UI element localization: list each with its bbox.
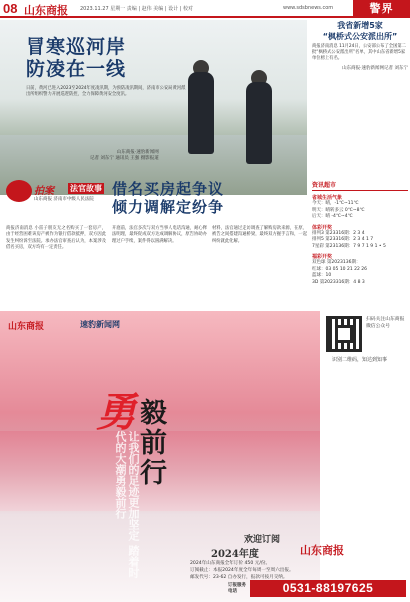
lead-credit <box>90 150 159 162</box>
right-headline-line: 我省新增5家 <box>337 21 383 30</box>
phone-number[interactable]: 0531-88197625 <box>250 580 406 597</box>
story-column: 商报济南消息 小雷子朋友无之名购买了一套房产，由于经营困难该房产被作为银行借款抵押，双方因此发生纠纷诉至法院。承办法官审查后认为，本案涉及借名买房，双方均有一定责任。 <box>6 226 106 250</box>
qr-text: 扫码关注山东商报微信公众号 <box>366 317 405 329</box>
phone-label: 订报服务电话 <box>228 583 246 594</box>
ad-logo-site: 速豹新闻网 <box>80 320 120 329</box>
weather-line: 今天：晴，-1℃~11℃ <box>312 201 359 206</box>
lead-headline <box>26 36 126 80</box>
second-headline-line: 借名买房起争议 <box>112 180 225 198</box>
lottery-line: 红球：03 05 10 21 22 26 <box>312 266 368 272</box>
lead-headline-line: 防凌在一线 <box>26 58 127 80</box>
credit-line: 山东商报·速豹新闻网 <box>116 150 159 155</box>
paper-name: 山东商报 <box>24 4 68 17</box>
right-headline <box>312 20 408 42</box>
gavel-icon <box>6 180 32 202</box>
credit-line: 记者 刘东宁 通讯员 王强 摄影报道 <box>90 156 159 161</box>
lottery-line: 排列3 第23316期：2 3 4 <box>312 230 365 236</box>
qr-code[interactable] <box>326 316 362 352</box>
weather-line: 明天：晴转多云 0℃~8℃ <box>312 207 365 213</box>
lottery-line: 排列5 第23316期：2 3 4 1 7 <box>312 237 374 242</box>
lottery-line: 7星彩 第23136期：7 9 7 1 9 1 • 5 <box>312 243 386 249</box>
law-brand: 拍案 <box>34 186 54 197</box>
ad-slogan: 毅前行 <box>140 398 167 489</box>
story-column: 开庭前，法官多次与双方当事人电话沟通，耐心释法明理，最终促成双方达成调解协议，原告协助办理过户手续，案件得以圆满解决。 <box>112 226 207 244</box>
dateline: 2023.11.27 星期一 责编 | 赵伟 美编 | 设计 | 校对 <box>80 6 193 12</box>
law-column-logo <box>6 180 106 208</box>
weather-line: 后天：晴 -4℃~4℃ <box>312 214 353 219</box>
ad-big-char: 勇 <box>96 389 136 436</box>
subscribe-line: 订阅截止：本报2024年度全年每周一至周六出报。 <box>190 568 294 573</box>
subscription-ad <box>0 311 320 602</box>
right-body: 商报济南消息 11月24日，公安部公布了全国第二批“枫桥式公安派出所”名单，其中山东省新增5家单位榜上有名。 <box>312 44 406 62</box>
right-story <box>312 20 408 71</box>
subscribe-brand: 山东商报 <box>300 544 344 557</box>
police-officer <box>188 72 214 154</box>
right-credit: 山东商报·速豹新闻网记者 刘东宁 <box>342 65 408 71</box>
law-subtitle: 山东商报 济南市中级人民法院 <box>34 197 94 202</box>
section-tab: 警界 <box>353 0 410 18</box>
right-headline-line: “枫桥式公安派出所” <box>322 32 398 41</box>
subscribe-title: 欢迎订阅 <box>244 535 281 545</box>
ad-logo-paper: 山东商报 <box>8 322 45 332</box>
website: www.sdsbnews.com <box>283 5 334 11</box>
page-number: 08 <box>3 1 18 16</box>
second-headline <box>112 180 224 216</box>
lottery-line: 蓝球：10 <box>312 273 332 278</box>
lottery-line: 双色球 第2023136期： <box>312 260 361 265</box>
lottery-label: 体彩开奖 <box>312 224 333 231</box>
qr-slogan: 识别二维码，知达到知事 <box>332 357 388 363</box>
story-column: 材料，法官通过走访调查了解购房款来源，在原、被告之间搭建沟通桥梁，最终双方握手言和，一起纠纷就此化解。 <box>212 226 307 244</box>
ad-poem: 让我们的足迹更加坚定 踏着时代的大潮勇毅前行 <box>114 431 140 578</box>
law-tag: 法官故事 <box>70 184 102 193</box>
subscribe-line: 邮发代号：23-62 自办发行，报款可按月交纳。 <box>190 575 288 580</box>
info-box <box>312 180 408 316</box>
masthead <box>0 0 410 18</box>
info-title: 资讯超市 <box>312 180 408 191</box>
second-headline-line: 倾力调解定纷争 <box>112 198 225 216</box>
weather-label: 省城生活气象 <box>312 195 343 201</box>
subscribe-line: 2024年山东商报全年订价 450 元/份。 <box>190 561 271 566</box>
police-officer <box>246 82 272 164</box>
subscribe-year: 2024年度 <box>211 549 259 560</box>
lottery-label: 福彩开奖 <box>312 254 333 260</box>
lead-caption: 日前，黄河已进入2023至2024年度凌汛期，为预防凌汛期间，济南市公安局黄河派出所组织警力开展巡逻防控，全力保障黄河安全度汛。 <box>26 86 186 97</box>
qr-finder <box>335 325 353 343</box>
lottery-line: 3D 第2023316期：4 8 3 <box>312 279 365 285</box>
lead-headline-line: 冒寒巡河岸 <box>26 36 127 58</box>
